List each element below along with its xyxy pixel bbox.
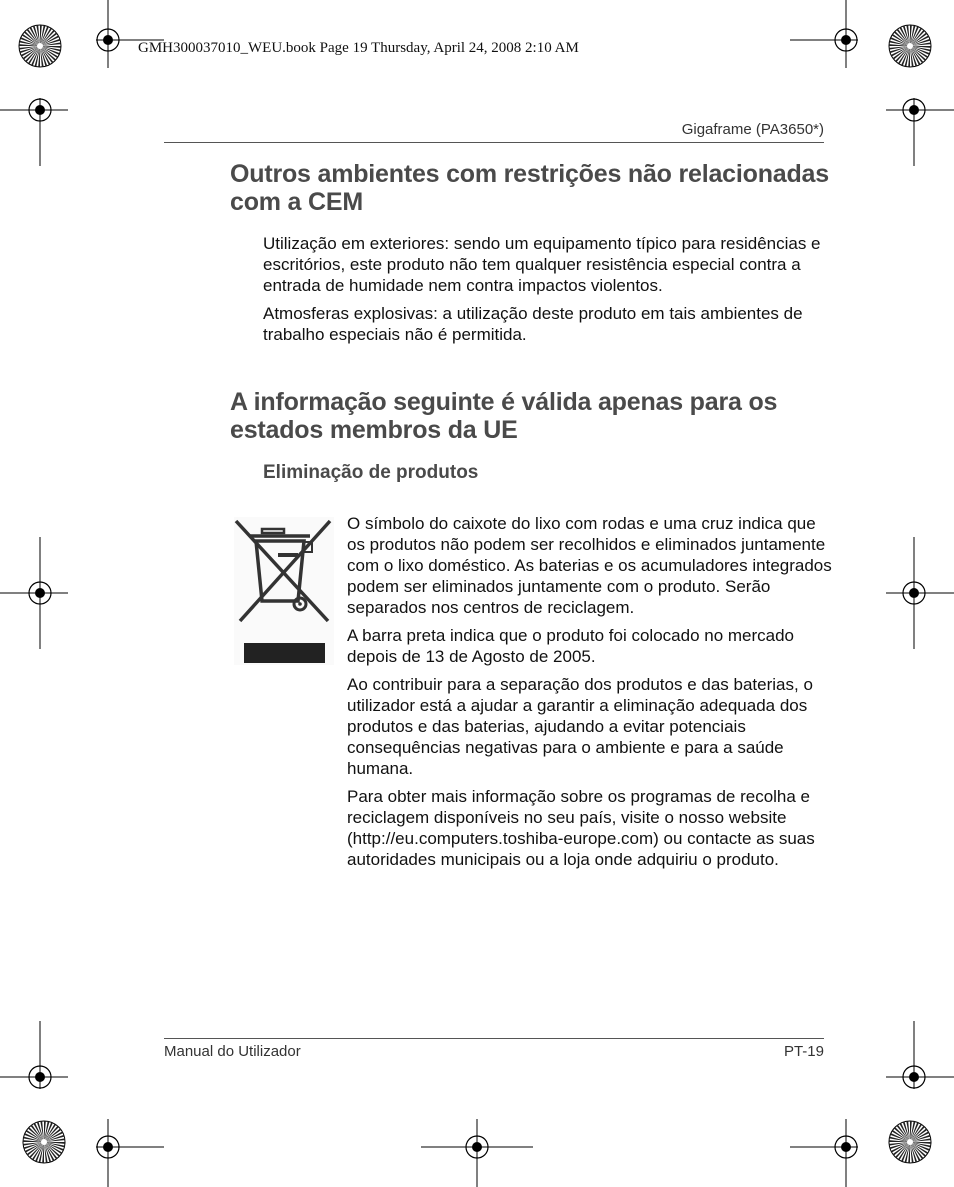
section-heading-eu-member-states: A informação seguinte é válida apenas para os estados membros da UE [230,388,778,444]
paragraph-wheelie-bin-symbol: O símbolo do caixote do lixo com rodas e uma cruz indica que os produtos não podem ser recolhidos e eliminados juntamente com o lixo doméstico. As baterias e os acumuladores integrados podem ser eliminados juntamente com o produto. Serão separados nos centros de reciclagem. [347,514,832,617]
subheading-product-disposal: Eliminação de produtos [263,462,479,483]
paragraph-separation-benefits: Ao contribuir para a separação dos produtos e das baterias, o utilizador está a ajudar a garantir a eliminação adequada dos produtos e das baterias, ajudando a evitar potenciais consequências negativas para o ambiente e para a saúde humana. [347,675,813,778]
registration-mark-top-right [846,40,847,41]
registration-mark-lower-left [40,1077,41,1078]
star-target-bottom-left [44,1142,45,1143]
footer-rule [164,1038,824,1039]
registration-mark-mid-left [40,593,41,594]
paragraph-black-bar: A barra preta indica que o produto foi colocado no mercado depois de 13 de Agosto de 2005. [347,626,795,666]
star-target-bottom-right [910,1142,911,1143]
section-heading-outdoor-environments: Outros ambientes com restrições não relacionadas com a CEM [230,160,829,216]
paragraph-outdoor-use: Utilização em exteriores: sendo um equipamento típico para residências e escritórios, este produto não tem qualquer resistência especial contra a entrada de humidade nem contra impactos violentos. [263,234,821,295]
registration-mark-bottom-center [477,1147,478,1148]
registration-mark-bottom-right [846,1147,847,1148]
paragraph-explosive-atmospheres: Atmosferas explosivas: a utilização deste produto em tais ambientes de trabalho especiais não é permitida. [263,304,803,344]
footer-manual-title: Manual do Utilizador [164,1043,301,1060]
running-head: Gigaframe (PA3650*) [681,121,824,138]
registration-mark-top-left [108,40,109,41]
registration-mark-lower-right [914,1077,915,1078]
registration-mark-mid-right [914,593,915,594]
registration-mark-bottom-left [108,1147,109,1148]
header-rule [164,142,824,143]
paragraph-recycling-programs: Para obter mais informação sobre os programas de recolha e reciclagem disponíveis no seu país, visite o nosso website (http://eu.computers.toshiba-europe.com) ou contacte as suas autoridades municipais ou a loja onde adquiriu o produto. [347,787,815,869]
registration-mark-upper-left [40,110,41,111]
section-1-body [263,233,828,345]
registration-mark-upper-right [914,110,915,111]
section-2-body [347,513,832,870]
page-number: PT-19 [783,1043,824,1060]
star-target-top-left [40,46,41,47]
star-target-top-right [910,46,911,47]
crossed-out-wheelie-bin-icon [234,517,334,665]
print-slug: GMH300037010_WEU.book Page 19 Thursday, April 24, 2008 2:10 AM [138,40,579,56]
